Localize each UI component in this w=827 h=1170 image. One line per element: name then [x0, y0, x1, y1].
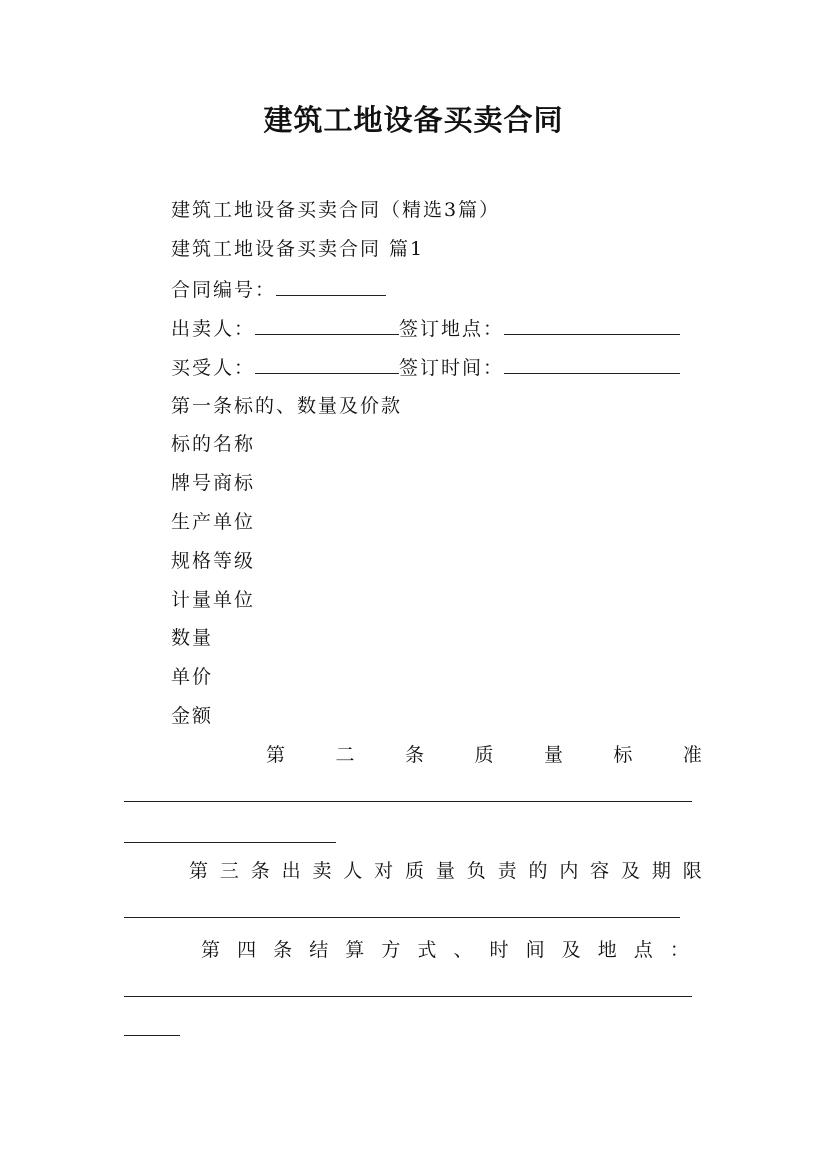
heading-char: 量 — [543, 744, 563, 766]
seller-label: 出卖人： — [171, 318, 256, 340]
heading-char: 条 — [273, 939, 293, 961]
item-field: 数量 — [171, 627, 214, 649]
subtitle: 建筑工地设备买卖合同（精选3篇） — [171, 199, 501, 221]
item-field: 标的名称 — [171, 433, 256, 455]
contract-no-label: 合同编号： — [171, 279, 277, 301]
sign-place-blank — [504, 316, 680, 335]
item-field: 单价 — [171, 666, 214, 688]
contract-no-blank — [276, 277, 386, 296]
heading-char: 限 — [682, 860, 702, 882]
fill-line — [124, 801, 692, 802]
heading-char: 条 — [404, 744, 424, 766]
heading-char: 三 — [219, 860, 239, 882]
sign-time-blank — [504, 355, 680, 374]
heading-char: 期 — [651, 860, 671, 882]
heading-char: 准 — [682, 744, 702, 766]
heading-char: 对 — [374, 860, 394, 882]
seller-blank — [255, 316, 399, 335]
heading-char: 量 — [435, 860, 455, 882]
item-field: 生产单位 — [171, 511, 256, 533]
heading-char: 及 — [621, 860, 641, 882]
seller-row — [171, 316, 680, 341]
item-field: 规格等级 — [171, 550, 256, 572]
heading-char: 方 — [381, 939, 401, 961]
heading-char: 条 — [250, 860, 270, 882]
buyer-label: 买受人： — [171, 357, 256, 379]
heading-char: 时 — [489, 939, 509, 961]
heading-char: 卖 — [312, 860, 332, 882]
fill-line — [124, 842, 336, 843]
section-heading: 建筑工地设备买卖合同 篇1 — [171, 238, 425, 260]
item-field: 金额 — [171, 705, 214, 727]
heading-char: 容 — [590, 860, 610, 882]
heading-char: 点 — [633, 939, 653, 961]
heading-char: 内 — [559, 860, 579, 882]
heading-char: ： — [669, 939, 689, 961]
heading-char: 的 — [528, 860, 548, 882]
heading-char: 第 — [201, 939, 221, 961]
document-title: 建筑工地设备买卖合同 — [263, 103, 564, 137]
buyer-row — [171, 355, 680, 380]
item-field: 计量单位 — [171, 589, 256, 611]
article-1: 第一条标的、数量及价款 — [171, 395, 403, 417]
sign-place-label: 签订地点： — [399, 318, 505, 340]
heading-char: 四 — [237, 939, 257, 961]
heading-char: 负 — [466, 860, 486, 882]
heading-char: 式 — [417, 939, 437, 961]
heading-char: 出 — [281, 860, 301, 882]
heading-char: 结 — [309, 939, 329, 961]
contract-no-row — [171, 277, 386, 302]
fill-line — [124, 917, 680, 918]
heading-char: 质 — [474, 744, 494, 766]
fill-line — [124, 996, 692, 997]
article-4 — [201, 938, 689, 962]
heading-char: 地 — [597, 939, 617, 961]
article-2 — [266, 743, 702, 767]
fill-line — [124, 1035, 180, 1036]
heading-char: 质 — [405, 860, 425, 882]
article-3 — [189, 859, 702, 883]
heading-char: 、 — [453, 939, 473, 961]
heading-char: 第 — [266, 744, 286, 766]
sign-time-label: 签订时间： — [399, 357, 505, 379]
heading-char: 第 — [189, 860, 209, 882]
item-field: 牌号商标 — [171, 472, 256, 494]
heading-char: 责 — [497, 860, 517, 882]
heading-char: 标 — [613, 744, 633, 766]
buyer-blank — [255, 355, 399, 374]
heading-char: 算 — [345, 939, 365, 961]
heading-char: 二 — [335, 744, 355, 766]
heading-char: 及 — [561, 939, 581, 961]
heading-char: 间 — [525, 939, 545, 961]
heading-char: 人 — [343, 860, 363, 882]
